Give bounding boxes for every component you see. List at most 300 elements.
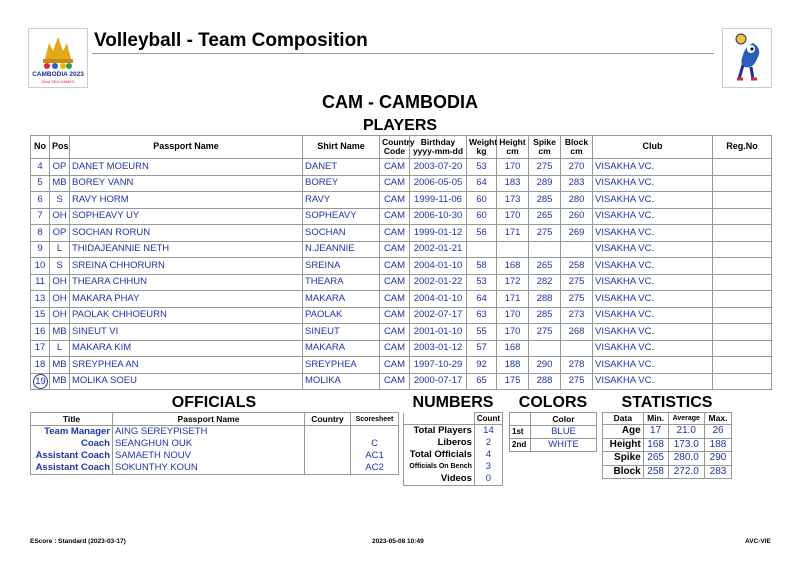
player-shirt: SREINA bbox=[303, 258, 380, 275]
player-weight: 55 bbox=[467, 324, 497, 341]
player-reg bbox=[713, 357, 772, 374]
official-title: Team Manager bbox=[31, 426, 113, 439]
player-weight: 53 bbox=[467, 159, 497, 176]
numbers-col-count: Count bbox=[474, 413, 502, 425]
player-height: 170 bbox=[497, 324, 529, 341]
player-block: 268 bbox=[561, 324, 593, 341]
official-row bbox=[31, 462, 399, 475]
player-name: SOCHAN RORUN bbox=[70, 225, 303, 242]
col-weight-line1: Weight bbox=[469, 136, 498, 147]
player-height: 168 bbox=[497, 340, 529, 357]
player-shirt: BOREY bbox=[303, 175, 380, 192]
player-reg bbox=[713, 291, 772, 308]
footer-timestamp: 2023-05-08 10:49 bbox=[372, 538, 424, 545]
players-header-row bbox=[31, 136, 772, 159]
player-shirt: MAKARA bbox=[303, 340, 380, 357]
player-spike bbox=[529, 340, 561, 357]
player-reg bbox=[713, 340, 772, 357]
player-height bbox=[497, 241, 529, 258]
col-club: Club bbox=[593, 136, 713, 159]
stats-avg: 272.0 bbox=[668, 465, 705, 479]
player-weight: 64 bbox=[467, 291, 497, 308]
player-club: VISAKHA VC. bbox=[593, 373, 713, 390]
col-country-line1: Country bbox=[382, 136, 415, 147]
stats-col-average: Average bbox=[668, 413, 705, 425]
col-weight bbox=[467, 136, 497, 159]
numbers-header-row bbox=[404, 413, 503, 425]
col-spike bbox=[529, 136, 561, 159]
player-shirt: SOCHAN bbox=[303, 225, 380, 242]
table-row bbox=[31, 291, 772, 308]
stats-label: Spike bbox=[603, 452, 644, 466]
player-birthday: 1999-01-12 bbox=[410, 225, 467, 242]
col-pos: Pos bbox=[50, 136, 70, 159]
player-club: VISAKHA VC. bbox=[593, 225, 713, 242]
player-club: VISAKHA VC. bbox=[593, 291, 713, 308]
player-club: VISAKHA VC. bbox=[593, 340, 713, 357]
official-scoresheet bbox=[351, 426, 399, 439]
official-title: Assistant Coach bbox=[31, 450, 113, 462]
player-pos: OH bbox=[50, 291, 70, 308]
stats-label: Height bbox=[603, 438, 644, 452]
col-block-line2: cm bbox=[570, 146, 583, 156]
player-height: 171 bbox=[497, 225, 529, 242]
player-weight: 64 bbox=[467, 175, 497, 192]
player-block: 269 bbox=[561, 225, 593, 242]
official-name: SAMAETH NOUV bbox=[113, 450, 305, 462]
colors-section-title: COLORS bbox=[518, 394, 588, 411]
official-name: SEANGHUN OUK bbox=[113, 438, 305, 450]
table-row bbox=[31, 225, 772, 242]
player-no: 10 bbox=[31, 258, 50, 275]
player-country: CAM bbox=[380, 340, 410, 357]
col-block-line1: Block bbox=[564, 136, 589, 147]
player-reg bbox=[713, 192, 772, 209]
player-name: DANET MOEURN bbox=[70, 159, 303, 176]
stats-min: 168 bbox=[643, 438, 668, 452]
player-reg bbox=[713, 241, 772, 258]
player-no: 8 bbox=[31, 225, 50, 242]
table-row bbox=[31, 373, 772, 390]
logo-subtext: 32nd SEA GAMES bbox=[41, 79, 75, 84]
player-country: CAM bbox=[380, 373, 410, 390]
stats-header-row bbox=[603, 413, 732, 425]
official-title: Coach bbox=[31, 438, 113, 450]
officials-header-row bbox=[31, 413, 399, 426]
player-birthday: 1997-10-29 bbox=[410, 357, 467, 374]
player-name: MAKARA PHAY bbox=[70, 291, 303, 308]
player-country: CAM bbox=[380, 357, 410, 374]
stats-avg: 280.0 bbox=[668, 452, 705, 466]
off-col-country: Country bbox=[305, 413, 351, 426]
stats-min: 17 bbox=[643, 425, 668, 439]
numbers-label: Liberos bbox=[404, 437, 475, 449]
stats-min: 258 bbox=[643, 465, 668, 479]
official-name: SOKUNTHY KOUN bbox=[113, 462, 305, 475]
stats-row bbox=[603, 438, 732, 452]
col-birthday-line2: yyyy-mm-dd bbox=[412, 146, 464, 156]
player-pos: OH bbox=[50, 274, 70, 291]
player-name: THEARA CHHUN bbox=[70, 274, 303, 291]
off-col-scoresheet: Scoresheet bbox=[351, 413, 399, 426]
player-shirt: RAVY bbox=[303, 192, 380, 209]
table-row bbox=[31, 159, 772, 176]
player-club: VISAKHA VC. bbox=[593, 324, 713, 341]
player-birthday: 2002-07-17 bbox=[410, 307, 467, 324]
col-country-code bbox=[380, 136, 415, 159]
player-club: VISAKHA VC. bbox=[593, 208, 713, 225]
player-pos: MB bbox=[50, 175, 70, 192]
player-weight: 58 bbox=[467, 258, 497, 275]
player-pos: OP bbox=[50, 159, 70, 176]
stats-avg: 21.0 bbox=[668, 425, 705, 439]
player-reg bbox=[713, 324, 772, 341]
colors-header-blank bbox=[510, 413, 531, 426]
player-pos: MB bbox=[50, 373, 70, 390]
player-no: 5 bbox=[31, 175, 50, 192]
player-pos: MB bbox=[50, 357, 70, 374]
player-name: SREYPHEA AN bbox=[70, 357, 303, 374]
table-row bbox=[31, 307, 772, 324]
document-title: Volleyball - Team Composition bbox=[94, 30, 368, 51]
player-country: CAM bbox=[380, 307, 410, 324]
player-name: SREINA CHHORURN bbox=[70, 258, 303, 275]
player-spike: 265 bbox=[529, 258, 561, 275]
player-name: THIDAJEANNIE NETH bbox=[70, 241, 303, 258]
player-height: 173 bbox=[497, 192, 529, 209]
player-spike: 275 bbox=[529, 225, 561, 242]
col-height-line2: cm bbox=[506, 146, 519, 156]
captain-marker: 19 bbox=[33, 374, 48, 389]
player-country: CAM bbox=[380, 175, 410, 192]
player-birthday: 2003-07-20 bbox=[410, 159, 467, 176]
colors-row bbox=[510, 426, 597, 439]
table-row bbox=[31, 274, 772, 291]
numbers-row bbox=[404, 425, 503, 438]
volleyball-mascot-icon bbox=[723, 29, 771, 87]
player-birthday: 2006-05-05 bbox=[410, 175, 467, 192]
player-weight: 53 bbox=[467, 274, 497, 291]
col-height bbox=[497, 136, 529, 159]
table-row bbox=[31, 324, 772, 341]
player-shirt: PAOLAK bbox=[303, 307, 380, 324]
player-country: CAM bbox=[380, 225, 410, 242]
numbers-value: 3 bbox=[474, 461, 502, 473]
colors-table bbox=[509, 412, 597, 452]
footer-code: AVC-VIE bbox=[745, 538, 771, 545]
player-no-captain bbox=[31, 373, 50, 390]
player-country: CAM bbox=[380, 258, 410, 275]
player-reg bbox=[713, 307, 772, 324]
player-country: CAM bbox=[380, 274, 410, 291]
stats-max: 26 bbox=[705, 425, 732, 439]
player-block: 260 bbox=[561, 208, 593, 225]
colors-col-color: Color bbox=[531, 413, 597, 426]
player-pos: OP bbox=[50, 225, 70, 242]
numbers-label: Officials On Bench bbox=[404, 461, 475, 473]
player-block: 275 bbox=[561, 274, 593, 291]
table-row bbox=[31, 192, 772, 209]
player-height: 172 bbox=[497, 274, 529, 291]
player-height: 170 bbox=[497, 159, 529, 176]
player-name: BOREY VANN bbox=[70, 175, 303, 192]
official-country bbox=[305, 438, 351, 450]
stats-row bbox=[603, 425, 732, 439]
stats-min: 265 bbox=[643, 452, 668, 466]
official-scoresheet: C bbox=[351, 438, 399, 450]
logo-text: CAMBODIA 2023 bbox=[32, 71, 84, 78]
team-title: CAM - CAMBODIA bbox=[322, 92, 478, 112]
col-shirt-name: Shirt Name bbox=[303, 136, 380, 159]
player-spike: 289 bbox=[529, 175, 561, 192]
player-no: 16 bbox=[31, 324, 50, 341]
player-weight: 65 bbox=[467, 373, 497, 390]
player-club: VISAKHA VC. bbox=[593, 258, 713, 275]
table-row bbox=[31, 340, 772, 357]
player-reg bbox=[713, 175, 772, 192]
col-no: No bbox=[31, 136, 50, 159]
player-weight bbox=[467, 241, 497, 258]
player-no: 9 bbox=[31, 241, 50, 258]
official-row bbox=[31, 438, 399, 450]
official-name: AING SEREYPISETH bbox=[113, 426, 305, 439]
player-height: 175 bbox=[497, 373, 529, 390]
colors-value: BLUE bbox=[531, 426, 597, 439]
official-scoresheet: AC1 bbox=[351, 450, 399, 462]
table-row bbox=[31, 258, 772, 275]
player-club: VISAKHA VC. bbox=[593, 357, 713, 374]
player-weight: 60 bbox=[467, 208, 497, 225]
player-name: MAKARA KIM bbox=[70, 340, 303, 357]
player-reg bbox=[713, 208, 772, 225]
player-birthday: 2001-01-10 bbox=[410, 324, 467, 341]
stats-max: 283 bbox=[705, 465, 732, 479]
player-birthday: 2004-01-10 bbox=[410, 291, 467, 308]
col-birthday bbox=[410, 136, 467, 159]
player-reg bbox=[713, 274, 772, 291]
col-spike-line1: Spike bbox=[533, 136, 556, 147]
numbers-value: 2 bbox=[474, 437, 502, 449]
official-row bbox=[31, 426, 399, 439]
numbers-row bbox=[404, 449, 503, 461]
colors-label: 1st bbox=[510, 426, 531, 439]
player-country: CAM bbox=[380, 208, 410, 225]
player-block: 275 bbox=[561, 291, 593, 308]
player-club: VISAKHA VC. bbox=[593, 175, 713, 192]
player-block: 270 bbox=[561, 159, 593, 176]
footer-software: EScore : Standard (2023-03-17) bbox=[30, 538, 126, 545]
table-row bbox=[31, 175, 772, 192]
col-reg-no: Reg.No bbox=[713, 136, 772, 159]
player-name: RAVY HORM bbox=[70, 192, 303, 209]
player-no: 15 bbox=[31, 307, 50, 324]
col-spike-line2: cm bbox=[538, 146, 551, 156]
official-country bbox=[305, 450, 351, 462]
numbers-value: 14 bbox=[474, 425, 502, 438]
player-weight: 56 bbox=[467, 225, 497, 242]
numbers-value: 0 bbox=[474, 473, 502, 486]
sea-games-logo bbox=[28, 28, 88, 88]
player-country: CAM bbox=[380, 241, 410, 258]
stats-avg: 173.0 bbox=[668, 438, 705, 452]
official-country bbox=[305, 426, 351, 439]
numbers-value: 4 bbox=[474, 449, 502, 461]
numbers-table bbox=[403, 412, 503, 486]
player-birthday: 2006-10-30 bbox=[410, 208, 467, 225]
stats-col-max: Max. bbox=[705, 413, 732, 425]
statistics-table bbox=[602, 412, 732, 479]
player-shirt: SINEUT bbox=[303, 324, 380, 341]
col-weight-line2: kg bbox=[476, 146, 487, 156]
players-section-title: PLAYERS bbox=[362, 117, 438, 134]
player-height: 168 bbox=[497, 258, 529, 275]
player-spike: 282 bbox=[529, 274, 561, 291]
numbers-row bbox=[404, 473, 503, 486]
table-row bbox=[31, 208, 772, 225]
player-no: 11 bbox=[31, 274, 50, 291]
player-block bbox=[561, 340, 593, 357]
official-title: Assistant Coach bbox=[31, 462, 113, 475]
player-spike: 288 bbox=[529, 373, 561, 390]
player-pos: L bbox=[50, 241, 70, 258]
player-spike: 265 bbox=[529, 208, 561, 225]
player-weight: 60 bbox=[467, 192, 497, 209]
player-height: 188 bbox=[497, 357, 529, 374]
officials-section-title: OFFICIALS bbox=[171, 394, 257, 411]
colors-label: 2nd bbox=[510, 439, 531, 452]
player-no: 18 bbox=[31, 357, 50, 374]
stats-label: Age bbox=[603, 425, 644, 439]
numbers-label: Total Officials bbox=[404, 449, 475, 461]
colors-row bbox=[510, 439, 597, 452]
player-shirt: MAKARA bbox=[303, 291, 380, 308]
player-birthday: 1999-11-06 bbox=[410, 192, 467, 209]
player-club: VISAKHA VC. bbox=[593, 241, 713, 258]
official-country bbox=[305, 462, 351, 475]
table-row bbox=[31, 241, 772, 258]
player-shirt: MOLIKA bbox=[303, 373, 380, 390]
title-divider bbox=[92, 53, 714, 54]
player-reg bbox=[713, 225, 772, 242]
statistics-section-title: STATISTICS bbox=[621, 394, 713, 411]
officials-table bbox=[30, 412, 399, 475]
player-block: 278 bbox=[561, 357, 593, 374]
player-birthday: 2000-07-17 bbox=[410, 373, 467, 390]
off-col-name: Passport Name bbox=[113, 413, 305, 426]
player-no: 4 bbox=[31, 159, 50, 176]
numbers-label: Total Players bbox=[404, 425, 475, 438]
player-spike: 285 bbox=[529, 307, 561, 324]
player-spike: 275 bbox=[529, 324, 561, 341]
player-spike: 275 bbox=[529, 159, 561, 176]
stats-row bbox=[603, 452, 732, 466]
player-reg bbox=[713, 159, 772, 176]
col-birthday-line1: Birthday bbox=[420, 136, 456, 147]
player-shirt: SREYPHEA bbox=[303, 357, 380, 374]
player-spike: 285 bbox=[529, 192, 561, 209]
col-country-line2: Code bbox=[383, 146, 406, 156]
stats-row bbox=[603, 465, 732, 479]
player-shirt: DANET bbox=[303, 159, 380, 176]
player-birthday: 2002-01-22 bbox=[410, 274, 467, 291]
volleyball-mascot-logo bbox=[722, 28, 772, 88]
player-height: 170 bbox=[497, 208, 529, 225]
official-scoresheet: AC2 bbox=[351, 462, 399, 475]
player-name: MOLIKA SOEU bbox=[70, 373, 303, 390]
player-block: 275 bbox=[561, 373, 593, 390]
player-pos: L bbox=[50, 340, 70, 357]
player-name: PAOLAK CHHOEURN bbox=[70, 307, 303, 324]
official-row bbox=[31, 450, 399, 462]
stats-col-min: Min. bbox=[643, 413, 668, 425]
player-country: CAM bbox=[380, 192, 410, 209]
numbers-row bbox=[404, 437, 503, 449]
player-block: 280 bbox=[561, 192, 593, 209]
stats-max: 188 bbox=[705, 438, 732, 452]
off-col-title: Title bbox=[31, 413, 113, 426]
player-birthday: 2002-01-21 bbox=[410, 241, 467, 258]
player-reg bbox=[713, 373, 772, 390]
player-block: 283 bbox=[561, 175, 593, 192]
stats-col-data: Data bbox=[603, 413, 644, 425]
player-club: VISAKHA VC. bbox=[593, 192, 713, 209]
player-pos: S bbox=[50, 192, 70, 209]
player-spike bbox=[529, 241, 561, 258]
colors-header-row bbox=[510, 413, 597, 426]
player-no: 7 bbox=[31, 208, 50, 225]
player-country: CAM bbox=[380, 159, 410, 176]
col-block bbox=[561, 136, 593, 159]
player-block: 273 bbox=[561, 307, 593, 324]
player-height: 183 bbox=[497, 175, 529, 192]
players-table bbox=[30, 135, 772, 390]
player-name: SOPHEAVY UY bbox=[70, 208, 303, 225]
col-passport-name: Passport Name bbox=[70, 136, 303, 159]
player-height: 170 bbox=[497, 307, 529, 324]
player-weight: 63 bbox=[467, 307, 497, 324]
player-pos: S bbox=[50, 258, 70, 275]
player-country: CAM bbox=[380, 324, 410, 341]
player-birthday: 2004-01-10 bbox=[410, 258, 467, 275]
player-pos: OH bbox=[50, 208, 70, 225]
player-weight: 92 bbox=[467, 357, 497, 374]
player-club: VISAKHA VC. bbox=[593, 274, 713, 291]
numbers-section-title: NUMBERS bbox=[412, 394, 494, 411]
stats-max: 290 bbox=[705, 452, 732, 466]
player-block: 258 bbox=[561, 258, 593, 275]
numbers-header-blank bbox=[404, 413, 475, 425]
numbers-label: Videos bbox=[404, 473, 475, 486]
player-shirt: N.JEANNIE bbox=[303, 241, 380, 258]
player-reg bbox=[713, 258, 772, 275]
table-row bbox=[31, 357, 772, 374]
player-shirt: SOPHEAVY bbox=[303, 208, 380, 225]
numbers-row bbox=[404, 461, 503, 473]
player-weight: 57 bbox=[467, 340, 497, 357]
stats-label: Block bbox=[603, 465, 644, 479]
player-spike: 290 bbox=[529, 357, 561, 374]
player-shirt: THEARA bbox=[303, 274, 380, 291]
player-pos: MB bbox=[50, 324, 70, 341]
player-height: 171 bbox=[497, 291, 529, 308]
player-club: VISAKHA VC. bbox=[593, 307, 713, 324]
colors-value: WHITE bbox=[531, 439, 597, 452]
player-block bbox=[561, 241, 593, 258]
player-no: 6 bbox=[31, 192, 50, 209]
player-club: VISAKHA VC. bbox=[593, 159, 713, 176]
player-no: 13 bbox=[31, 291, 50, 308]
player-country: CAM bbox=[380, 291, 410, 308]
